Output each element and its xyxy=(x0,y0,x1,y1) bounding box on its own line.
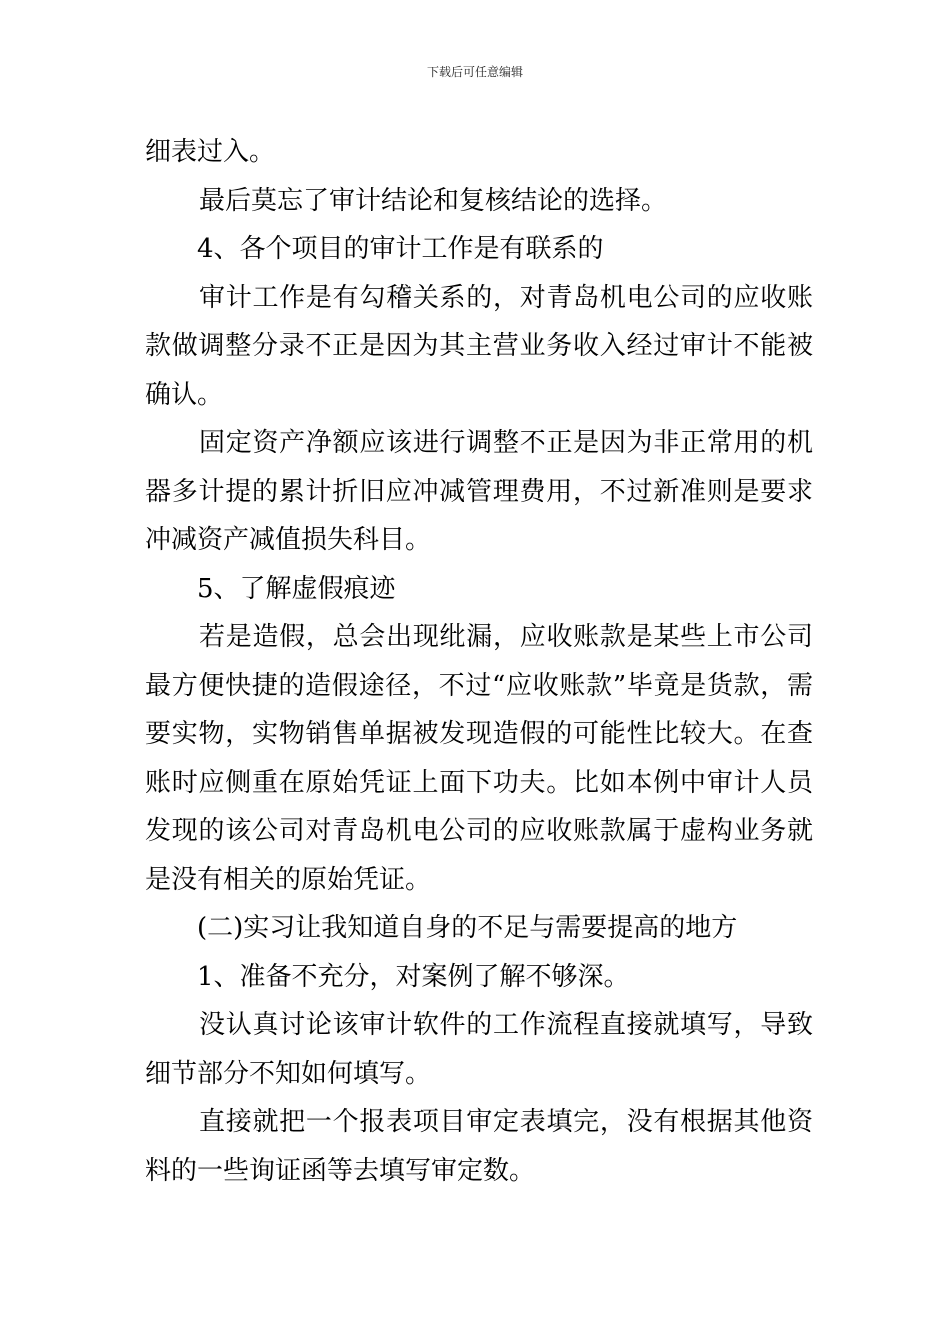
paragraph: 直接就把一个报表项目审定表填完，没有根据其他资料的一些询证函等去填写审定数。 xyxy=(145,1107,813,1186)
paragraph: 固定资产净额应该进行调整不正是因为非正常用的机器多计提的累计折旧应冲减管理费用，不过新准则是要求冲减资产减值损失科目。 xyxy=(145,428,813,555)
section-heading: (二)实习让我知道自身的不足与需要提高的地方 xyxy=(197,913,738,943)
paragraph: 最后莫忘了审计结论和复核结论的选择。 xyxy=(199,185,668,216)
paragraph: 细表过入。 xyxy=(145,137,276,167)
paragraph: 若是造假，总会出现纰漏，应收账款是某些上市公司最方便快捷的造假途径，不过“应收账款”毕竟是货款，需要实物，实物销售单据被发现造假的可能性比较大。在查账时应侧重在原始凭证上面下功夫。比如本例中审计人员发现的该公司对青岛机电公司的应收账款属于虚构业务就是没有相关的原始凭证。 xyxy=(145,622,813,895)
section-heading: 1、准备不充分，对案例了解不够深。 xyxy=(197,961,630,992)
paragraph: 审计工作是有勾稽关系的，对青岛机电公司的应收账款做调整分录不正是因为其主营业务收入经过审计不能被确认。 xyxy=(145,282,813,410)
document-body xyxy=(145,128,813,1195)
page-header: 下载后可任意编辑 xyxy=(426,65,523,79)
section-heading: 5、了解虚假痕迹 xyxy=(197,573,396,604)
paragraph: 没认真讨论该审计软件的工作流程直接就填写，导致细节部分不知如何填写。 xyxy=(145,1010,813,1089)
section-heading: 4、各个项目的审计工作是有联系的 xyxy=(197,234,604,264)
